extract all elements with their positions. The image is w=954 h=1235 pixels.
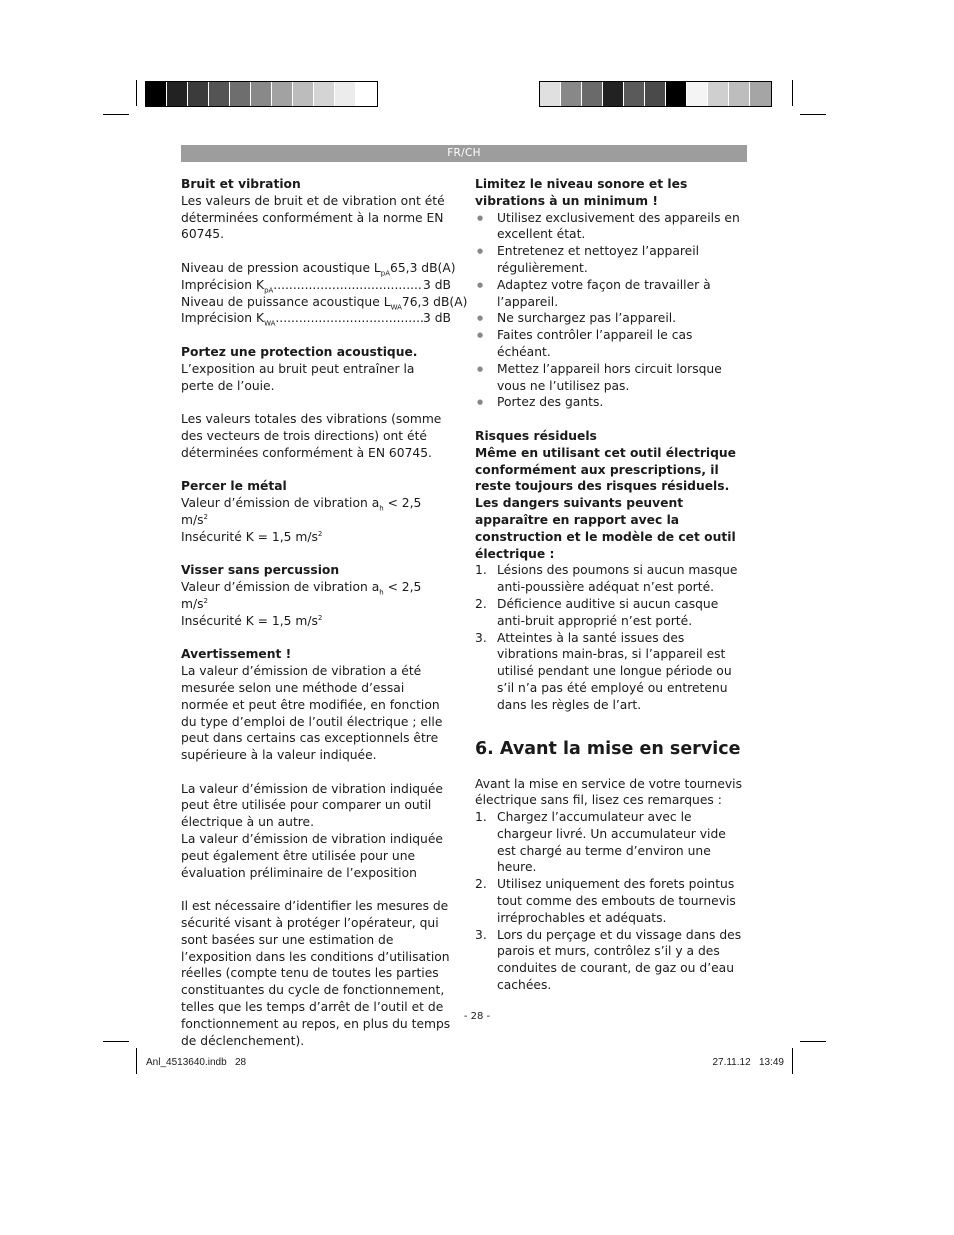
color-swatch <box>561 82 582 106</box>
language-header-band <box>181 145 747 162</box>
list-number: 1. <box>475 563 487 578</box>
measure-sub: pA <box>264 286 274 295</box>
noise-title: Bruit et vibration <box>181 177 301 191</box>
list-text: Chargez l’accumulateur avec le chargeur livré. Un accumulateur vide est chargé au terme d’environ une heure. <box>497 810 726 875</box>
residual-risk-list <box>475 562 747 713</box>
measure-label: Imprécision K <box>181 277 265 292</box>
protection-text: L’exposition au bruit peut entraîner la perte de l’ouie. <box>181 361 415 393</box>
color-calibration-strip-left <box>145 81 378 107</box>
limit-list-item: ● Mettez l’appareil hors circuit lorsque vous ne l’utilisez pas. <box>475 361 747 395</box>
right-column <box>475 176 747 994</box>
color-swatch <box>356 82 377 106</box>
residual-risk-intro: Même en utilisant cet outil électrique conformément aux prescriptions, il reste toujours des risques résiduels. Les dangers suivants peuvent apparaître en rapport avec la construction et le modèle de cet outil électrique : <box>475 445 737 561</box>
color-swatch <box>750 82 771 106</box>
limit-list-item: ● Ne surchargez pas l’appareil. <box>475 310 747 327</box>
color-swatch <box>188 82 209 106</box>
noise-intro: Les valeurs de bruit et de vibration ont été déterminées conformément à la norme EN 60745. <box>181 193 445 242</box>
measure-row <box>181 310 451 327</box>
color-swatch <box>708 82 729 106</box>
color-swatch <box>209 82 230 106</box>
list-number: 2. <box>475 877 487 892</box>
language-code: FR/CH <box>447 147 481 159</box>
measure-value: 76,3 dB(A) <box>401 294 468 309</box>
measure-row <box>181 294 468 312</box>
measure-sub: pA <box>380 269 391 278</box>
color-swatch <box>293 82 314 106</box>
measure-value: 3 dB <box>423 277 451 292</box>
section-list-item <box>475 876 747 926</box>
warning-title: Avertissement ! <box>181 647 292 662</box>
list-text: Lors du perçage et du vissage dans des parois et murs, contrôlez s’il y a des conduites de courant, de gaz ou d’eau cachées. <box>497 927 742 993</box>
measure-label: Niveau de puissance acoustique L <box>181 294 391 309</box>
crop-mark <box>792 1048 793 1074</box>
crop-mark <box>800 1041 826 1042</box>
limit-title: Limitez le niveau sonore et les vibrations à un minimum ! <box>475 177 688 208</box>
warning-paragraph: Il est nécessaire d’identifier les mesures de sécurité visant à protéger l’opérateur, qui sont basées sur une estimation de l’exposition dans les conditions d’utilisation réelles (compte tenu de toutes les parties constituantes du cycle de fonctionnement, telles que les temps d’arrêt de l’outil et de fonctionnement au repos, en plus du temps de déclenchement). <box>181 899 451 1048</box>
color-swatch <box>582 82 603 106</box>
residual-risk-title: Risques résiduels <box>475 428 597 443</box>
list-text: Lésions des poumons si aucun masque anti-poussière adéquat n’est porté. <box>497 563 738 595</box>
color-swatch <box>540 82 561 106</box>
crop-mark <box>103 114 129 115</box>
section-list <box>475 809 747 994</box>
metal-uncertainty: Insécurité K = 1,5 $m/s^2$ <box>181 529 323 544</box>
list-text: Déficience auditive si aucun casque anti-bruit approprié n’est porté. <box>497 596 719 628</box>
color-swatch <box>167 82 188 106</box>
measure-label: Imprécision K <box>181 311 265 326</box>
measure-value: 3 dB <box>423 311 451 326</box>
list-number: 3. <box>475 927 487 942</box>
color-swatch <box>146 82 167 106</box>
section-title: 6. Avant la mise en service <box>475 738 741 759</box>
section-intro: Avant la mise en service de votre tournevis électrique sans fil, lisez ces remarques : <box>475 776 742 808</box>
residual-risk-item <box>475 596 747 630</box>
warning-paragraph: La valeur d’émission de vibration indiquée peut également être utilisée pour une évaluation préliminaire de l’exposition <box>181 832 443 880</box>
leader-dots <box>275 310 423 327</box>
residual-risk-item <box>475 562 747 596</box>
measure-sub: WA <box>264 319 276 328</box>
protection-title: Portez une protection acoustique. <box>181 344 418 359</box>
limit-list-item: ● Portez des gants. <box>475 394 747 411</box>
color-swatch <box>624 82 645 106</box>
screw-title: Visser sans percussion <box>181 563 340 578</box>
color-swatch <box>230 82 251 106</box>
color-swatch <box>666 82 687 106</box>
crop-mark <box>136 1048 137 1074</box>
limit-list-item: ● Entretenez et nettoyez l’appareil régulièrement. <box>475 243 747 277</box>
measure-row <box>181 277 451 294</box>
color-swatch <box>645 82 666 106</box>
metal-emission: Valeur d’émission de vibration $a_h < 2,5$ $m/s^2$ <box>181 496 422 527</box>
limit-list <box>475 210 747 412</box>
section-list-item <box>475 809 747 876</box>
measure-row <box>181 260 456 278</box>
color-swatch <box>251 82 272 106</box>
crop-mark <box>136 80 137 106</box>
color-swatch <box>335 82 356 106</box>
list-number: 3. <box>475 630 487 645</box>
crop-mark <box>800 114 826 115</box>
measure-label: Niveau de pression acoustique L <box>181 260 381 275</box>
color-swatch <box>603 82 624 106</box>
footer-date: 27.11.12 13:49 <box>712 1057 784 1068</box>
list-number: 2. <box>475 596 487 611</box>
limit-list-item: ● Adaptez votre façon de travailler à l’appareil. <box>475 277 747 311</box>
metal-title: Percer le métal <box>181 479 287 494</box>
left-column <box>181 176 468 1049</box>
vibration-total-text: Les valeurs totales des vibrations (somme des vecteurs de trois directions) ont été déterminées conformément à EN 60745. <box>181 412 442 460</box>
page-number: - 28 - <box>463 1011 491 1022</box>
crop-mark <box>103 1041 129 1042</box>
footer-file: Anl_4513640.indb 28 <box>146 1057 247 1068</box>
measure-sub: WA <box>390 303 402 312</box>
screw-emission: Valeur d’émission de vibration $a_h < 2,5$ $m/s^2$ <box>181 580 422 611</box>
list-text: Utilisez uniquement des forets pointus tout comme des embouts de tournevis irréprochables et adéquats. <box>497 877 736 925</box>
list-number: 1. <box>475 810 487 825</box>
color-calibration-strip-right <box>539 81 772 107</box>
section-list-item <box>475 927 747 994</box>
crop-mark <box>792 80 793 106</box>
list-text: Atteintes à la santé issues des vibrations main-bras, si l’appareil est utilisé pendant une longue période ou s’il n’a pas été employé ou entretenu dans les règles de l’art. <box>497 630 732 712</box>
color-swatch <box>314 82 335 106</box>
screw-uncertainty: Insécurité K = 1,5 $m/s^2$ <box>181 613 323 628</box>
warning-paragraph: La valeur d’émission de vibration indiquée peut être utilisée pour comparer un outil électrique à un autre. <box>181 781 443 830</box>
leader-dots <box>273 277 423 294</box>
measure-value: 65,3 dB(A) <box>390 260 456 275</box>
limit-list-item: ● Utilisez exclusivement des appareils en excellent état. <box>475 210 747 244</box>
color-swatch <box>687 82 708 106</box>
color-swatch <box>729 82 750 106</box>
limit-list-item: ● Faites contrôler l’appareil le cas échéant. <box>475 327 747 361</box>
residual-risk-item <box>475 630 747 714</box>
warning-paragraph: La valeur d’émission de vibration a été mesurée selon une méthode d’essai normée et peut être modifiée, en fonction du type d’emploi de l’outil électrique ; elle peut dans certains cas exceptionnels être supérieure à la valeur indiquée. <box>181 664 443 763</box>
color-swatch <box>272 82 293 106</box>
